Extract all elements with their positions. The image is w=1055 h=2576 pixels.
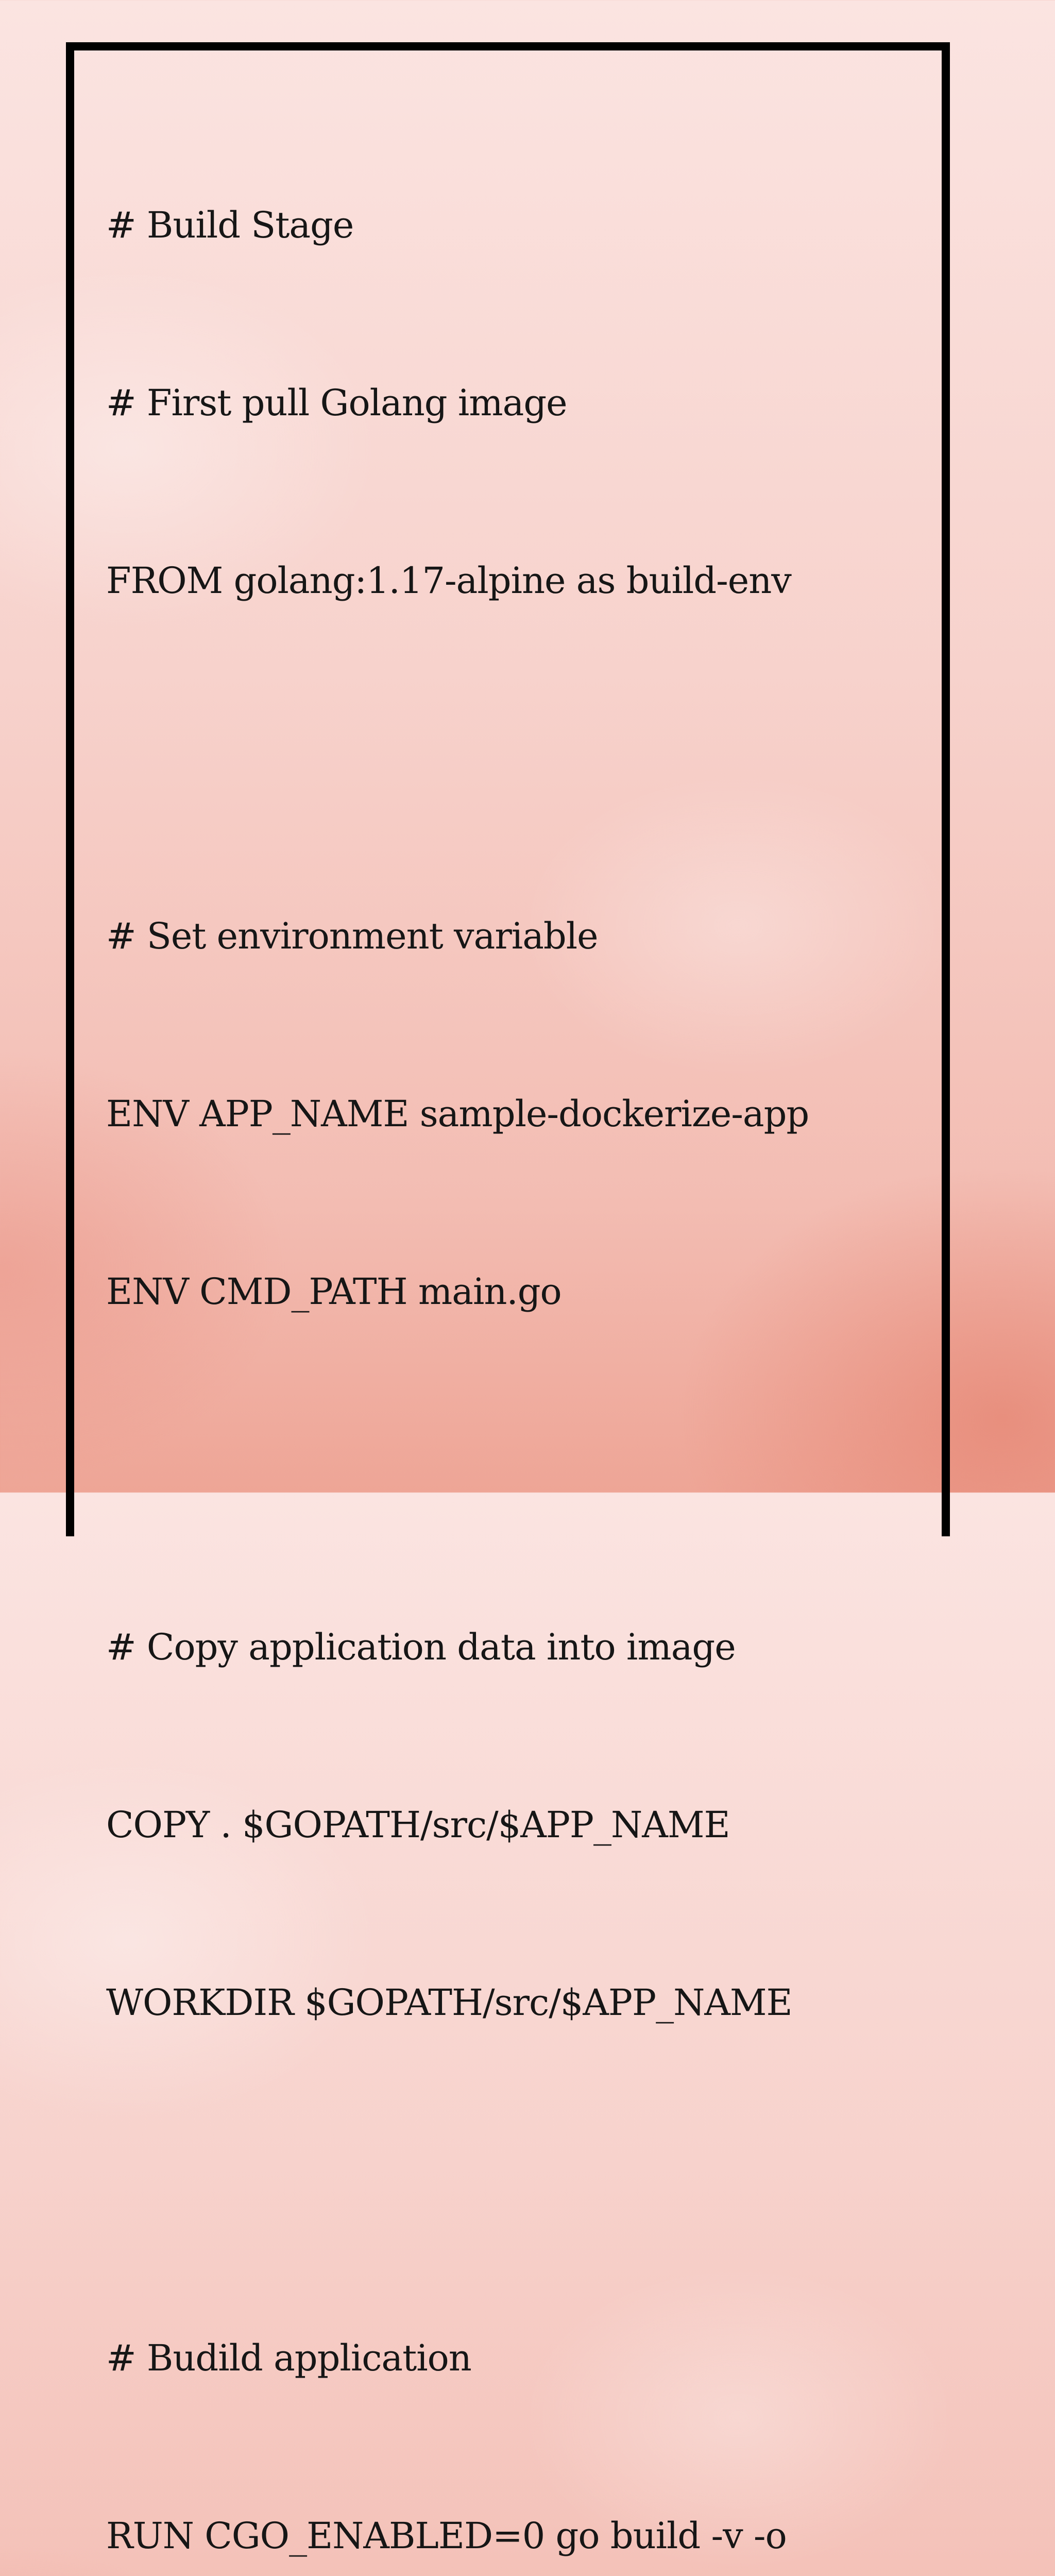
code-line: ENV CMD_PATH main.go (106, 1270, 561, 1313)
code-line: ENV APP_NAME sample-dockerize-app (106, 1093, 809, 1135)
code-line (106, 2151, 836, 2210)
code-line: # Build Stage (106, 204, 354, 246)
code-line: # First pull Golang image (106, 382, 567, 424)
code-line: RUN CGO_ENABLED=0 go build -v -o (106, 2515, 787, 2557)
dockerfile-code (106, 77, 836, 2576)
code-line (106, 1440, 836, 1499)
code-line: # Set environment variable (106, 915, 598, 957)
code-line (106, 729, 836, 788)
code-line: WORKDIR $GOPATH/src/$APP_NAME (106, 1981, 792, 2024)
code-line: COPY . $GOPATH/src/$APP_NAME (106, 1804, 730, 1846)
code-line: FROM golang:1.17-alpine as build-env (106, 560, 791, 602)
code-line: # Copy application data into image (106, 1626, 736, 1668)
code-line: # Budild application (106, 2337, 471, 2379)
